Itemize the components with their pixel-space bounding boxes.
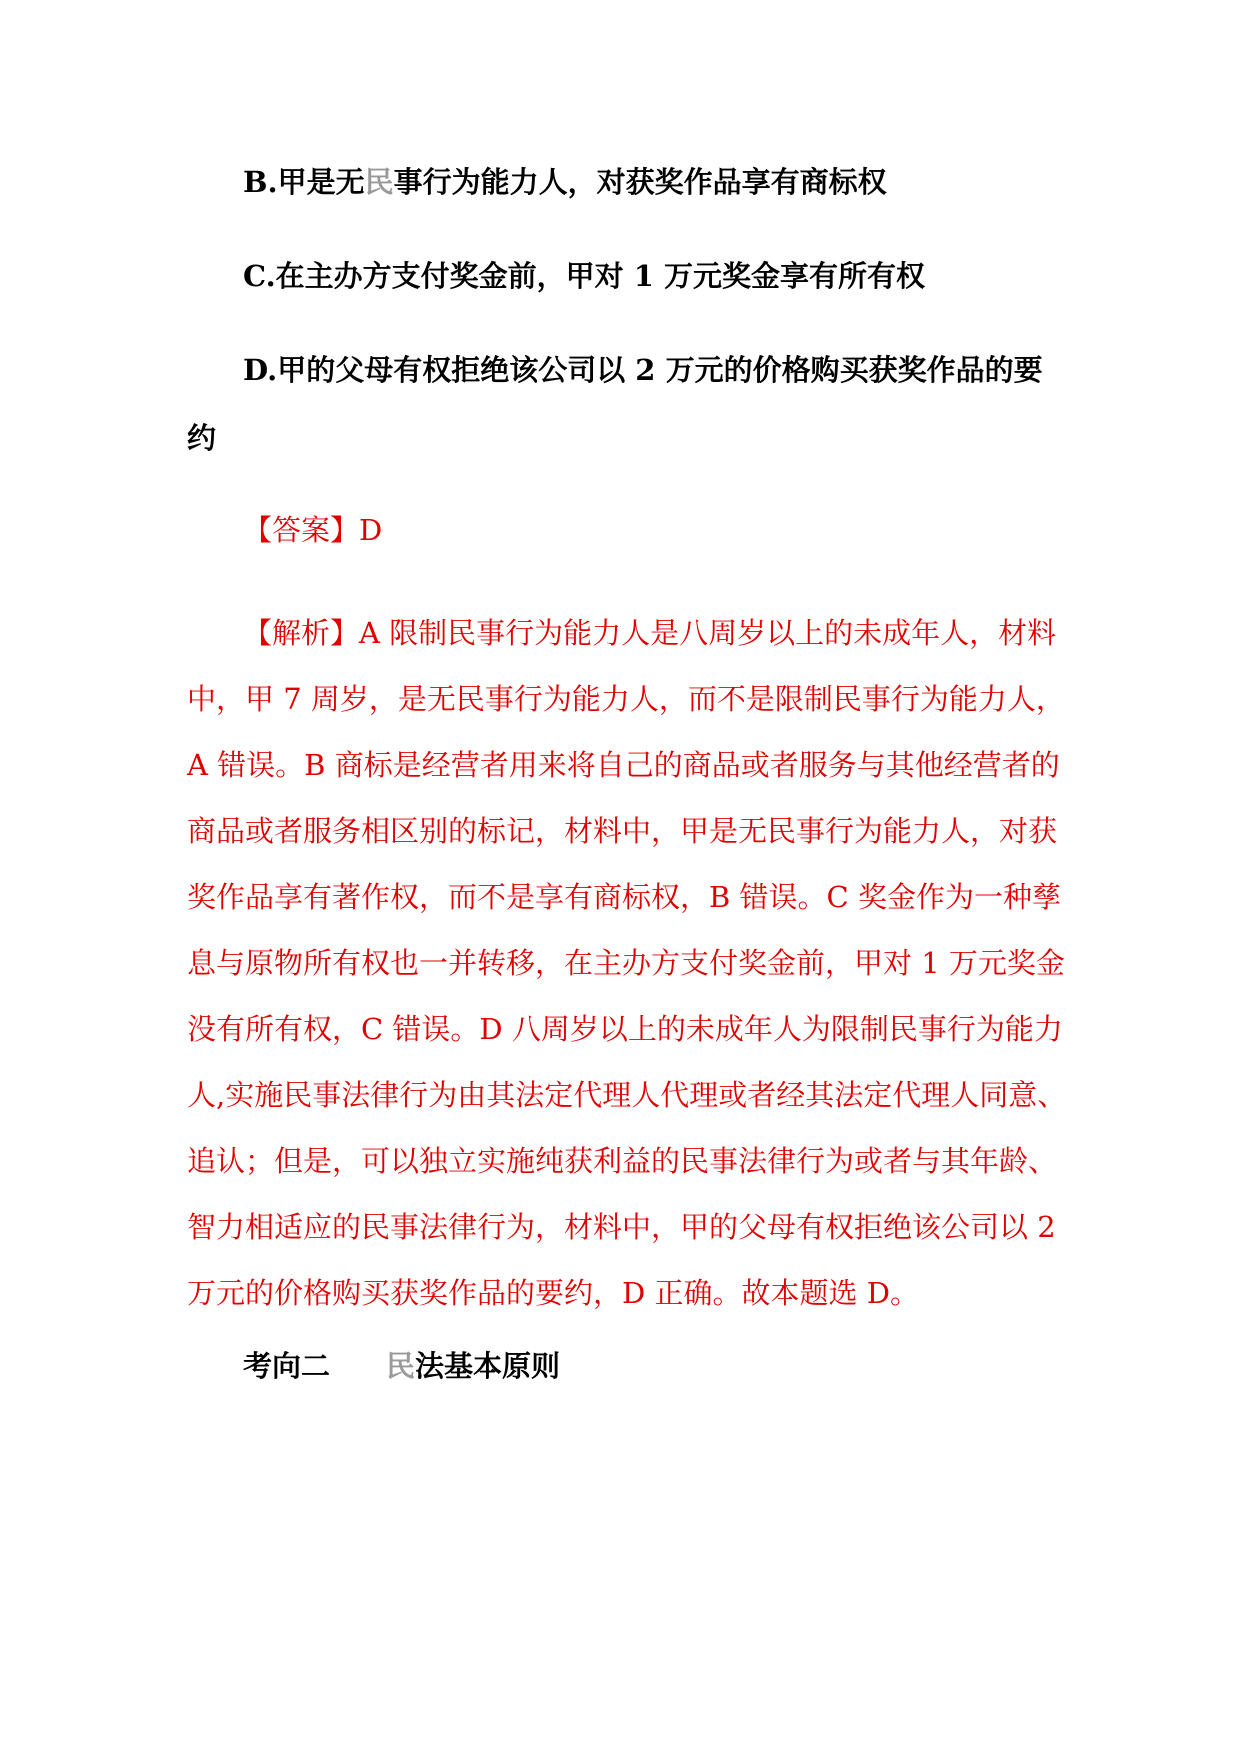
option-b	[243, 162, 1043, 202]
option-d-line-1: D.甲的父母有权拒绝该公司以 2 万元的价格购买获奖作品的要	[243, 353, 1043, 387]
option-d-line-2: 约	[187, 421, 217, 455]
section-title-grey-char: 民	[386, 1349, 416, 1383]
option-b-grey-char: 民	[364, 165, 394, 199]
analysis-line: 中，甲 7 周岁，是无民事行为能力人，而不是限制民事行为能力人，	[187, 682, 1065, 716]
analysis-line: 智力相适应的民事法律行为，材料中，甲的父母有权拒绝该公司以 2	[187, 1210, 1056, 1244]
analysis-line: 商品或者服务相区别的标记，材料中，甲是无民事行为能力人，对获	[187, 814, 1058, 848]
analysis-line: A 错误。B 商标是经营者用来将自己的商品或者服务与其他经营者的	[187, 748, 1060, 782]
analysis-line: 追认；但是，可以独立实施纯获利益的民事法律行为或者与其年龄、	[187, 1144, 1058, 1178]
analysis-line: 奖作品享有著作权，而不是享有商标权，B 错误。C 奖金作为一种孳	[187, 880, 1061, 914]
analysis-block	[187, 600, 1067, 1326]
section-label: 考向二	[243, 1349, 331, 1383]
answer-text: 【答案】D	[243, 513, 383, 547]
section-heading	[243, 1346, 560, 1386]
analysis-line: 万元的价格购买获奖作品的要约，D 正确。故本题选 D。	[187, 1276, 919, 1310]
analysis-line: 息与原物所有权也一并转移，在主办方支付奖金前，甲对 1 万元奖金	[187, 946, 1065, 980]
option-b-text-start: B.甲是无	[243, 165, 365, 199]
analysis-line: 人,实施民事法律行为由其法定代理人代理或者经其法定代理人同意、	[187, 1078, 1067, 1112]
option-b-text-end: 事行为能力人，对获奖作品享有商标权	[393, 165, 887, 199]
section-title	[386, 1349, 560, 1383]
option-c: C.在主办方支付奖金前，甲对 1 万元奖金享有所有权	[243, 259, 926, 293]
analysis-line: 没有所有权，C 错误。D 八周岁以上的未成年人为限制民事行为能力	[187, 1012, 1063, 1046]
analysis-line: 【解析】A 限制民事行为能力人是八周岁以上的未成年人，材料	[243, 616, 1057, 650]
section-title-rest: 法基本原则	[415, 1349, 561, 1383]
